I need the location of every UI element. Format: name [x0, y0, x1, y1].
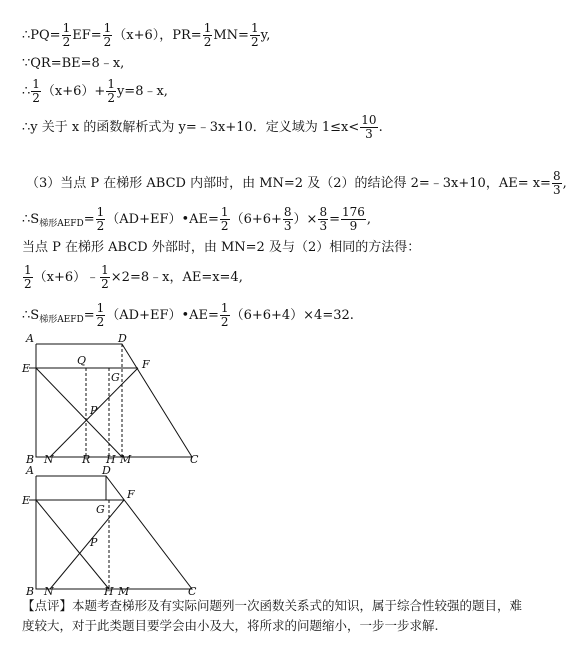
equation-line-7: 当点 P 在梯形 ABCD 外部时，由 MN=2 及与（2）相同的方法得：	[22, 240, 421, 255]
fraction: $\frac{10}{3}$	[361, 113, 377, 141]
fraction: $\frac{1}{2}$	[96, 205, 105, 233]
text: ,	[562, 176, 567, 191]
fraction: $\frac{176}{9}$	[341, 205, 365, 233]
label-H: H	[104, 585, 114, 598]
label-H: H	[106, 453, 116, 466]
label-N: N	[44, 585, 54, 598]
label-E: E	[22, 362, 31, 375]
trapezoid-figure-2	[20, 462, 220, 601]
text: y,	[260, 28, 271, 43]
label-G: G	[96, 503, 105, 516]
fraction: $\frac{1}{2}$	[24, 263, 32, 291]
text: （x+6）+	[41, 84, 106, 99]
text: ,	[366, 212, 372, 227]
text: （6+6+4）×4=32.	[230, 308, 354, 323]
label-R: R	[82, 453, 91, 466]
comment-paragraph: 【点评】本题考查梯形及有实际问题列一次函数关系式的知识，属于综合性较强的题目，难度较大，对于此类题目要学会由小及大，将所求的问题缩小，一步一步求解.	[22, 598, 523, 633]
text: ×2=8﹣x，AE=x=4,	[110, 270, 243, 285]
subscript: 梯形AEFD	[39, 315, 84, 325]
text: （3）当点 P 在梯形 ABCD 内部时，由 MN=2 及（2）的结论得 2=﹣3x+10，AE= x=	[26, 176, 551, 191]
equation-line-6	[22, 206, 371, 233]
text: （x+6）﹣	[33, 270, 100, 285]
fraction: $\frac{1}{2}$	[203, 21, 212, 49]
text: ∴S	[22, 212, 40, 227]
equation-line-4	[22, 114, 383, 141]
label-M: M	[118, 585, 130, 598]
fraction: $\frac{1}{2}$	[101, 263, 109, 291]
fraction: $\frac{8}{3}$	[283, 205, 292, 233]
label-C: C	[188, 585, 197, 598]
subscript: 梯形AEFD	[39, 219, 84, 229]
fraction: $\frac{1}{2}$	[103, 21, 112, 49]
label-E: E	[22, 494, 31, 507]
label-A: A	[26, 332, 34, 345]
text: y=8﹣x,	[116, 84, 168, 99]
text: MN=	[213, 28, 249, 43]
therefore-symbol: ∴	[22, 84, 31, 99]
label-P: P	[90, 404, 98, 417]
fraction: $\frac{8}{3}$	[552, 169, 561, 197]
text: （AD+EF）•AE=	[106, 308, 219, 323]
text: （x+6），PR=	[113, 28, 202, 43]
text: ∴S	[22, 308, 40, 323]
label-N: N	[44, 453, 54, 466]
fraction: $\frac{1}{2}$	[96, 301, 105, 329]
label-F: F	[127, 488, 135, 501]
equation-line-3	[22, 78, 168, 105]
label-A: A	[26, 464, 34, 477]
label-G: G	[111, 371, 120, 384]
equation-line-2: ∵QR=BE=8﹣x,	[22, 56, 125, 71]
text: =	[83, 212, 95, 227]
fraction: $\frac{1}{2}$	[250, 21, 259, 49]
trapezoid-figure-1	[20, 330, 220, 469]
text: =	[329, 212, 340, 227]
equation-line-5	[26, 170, 567, 197]
label-F: F	[142, 358, 150, 371]
fraction: $\frac{1}{2}$	[32, 77, 40, 105]
text: ）×	[293, 212, 318, 227]
fraction: $\frac{1}{2}$	[107, 77, 115, 105]
text: =	[83, 308, 95, 323]
equation-line-1	[22, 22, 270, 49]
label-C: C	[190, 453, 199, 466]
text: ∴y 关于 x 的函数解析式为 y=﹣3x+10．定义域为 1≤x<	[22, 120, 360, 135]
text: （AD+EF）•AE=	[106, 212, 219, 227]
label-B: B	[26, 453, 35, 466]
text: ∴PQ=	[22, 28, 61, 43]
label-Q: Q	[77, 354, 87, 367]
text: （6+6+	[230, 212, 282, 227]
fraction: $\frac{8}{3}$	[319, 205, 328, 233]
equation-line-9	[22, 302, 354, 329]
label-D: D	[102, 464, 111, 477]
fraction: $\frac{1}{2}$	[62, 21, 71, 49]
text: EF=	[72, 28, 102, 43]
text: .	[378, 120, 383, 135]
label-M: M	[120, 453, 132, 466]
label-P: P	[90, 536, 98, 549]
fraction: $\frac{1}{2}$	[220, 205, 229, 233]
label-B: B	[26, 585, 35, 598]
equation-line-8	[22, 264, 243, 291]
label-D: D	[118, 332, 127, 345]
fraction: $\frac{1}{2}$	[220, 301, 229, 329]
